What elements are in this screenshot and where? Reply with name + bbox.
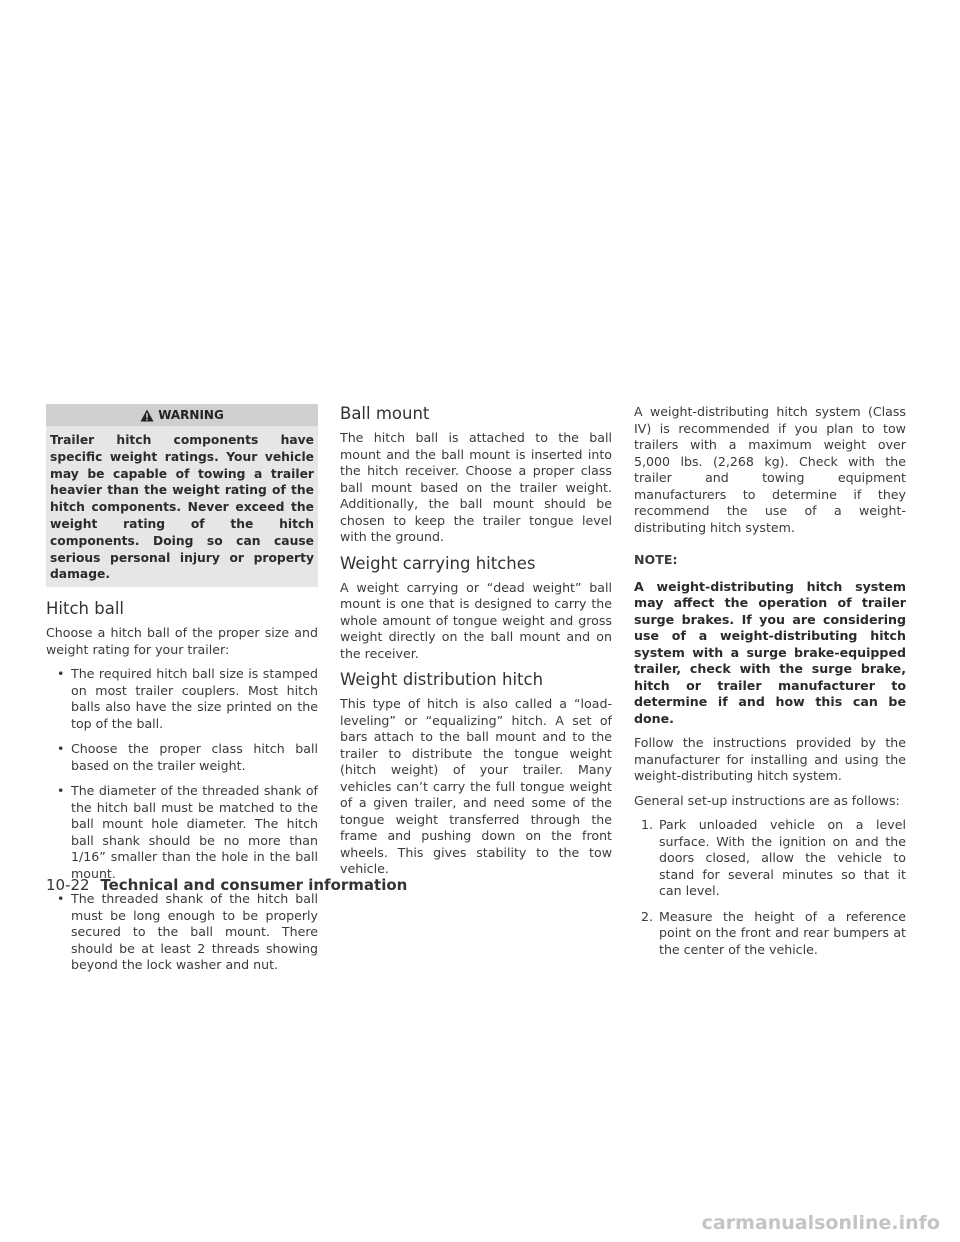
hitch-ball-intro: Choose a hitch ball of the proper size and weight rating for your trailer: [46, 625, 318, 657]
warning-title: WARNING [158, 407, 224, 422]
hitch-ball-heading: Hitch ball [46, 599, 124, 619]
instructions-paragraph: Follow the instructions provided by the manufacturer for installing and using the weight-distributing hitch system. [634, 735, 906, 783]
weight-distribution-text: This type of hitch is also called a “load-leveling” or “equalizing” hitch. A set of bars attach to the ball mount and to the trailer to distribute the tongue weight (hitch weight) of your trailer. Many vehicles can’t carry the full tongue weight of a given trailer, and need some of the tongue weight transferred through the frame and pushing down on the front wheels. This gives stability to the tow vehicle. [340, 696, 612, 876]
weight-carrying-text: A weight carrying or “dead weight” ball mount is one that is designed to carry the whole amount of tongue weight and gross weight directly on the ball mount and on the receiver. [340, 579, 612, 661]
warning-text: Trailer hitch components have specific weight ratings. Your vehicle may be capable of towing a trailer heavier than the weight rating of the hitch components. Never exceed the weight rating of the hitch components. Doing so can cause serious personal injury or property damage. [50, 433, 314, 582]
class-iv-paragraph: A weight-distributing hitch system (Class IV) is recommended if you plan to tow trailers with a maximum weight over 5,000 lbs. (2,268 kg). Check with the trailer and towing equipment manufacturers to determine if they recommend the use of a weight-distributing hitch system. [634, 404, 906, 535]
ball-mount-text: The hitch ball is attached to the ball mount and the ball mount is inserted into the hitch receiver. Choose a proper class ball mount based on the trailer weight. Additionally, the ball mount should be chosen to keep the trailer tongue level with the ground. [340, 430, 612, 544]
watermark: carmanualsonline.info [701, 1212, 940, 1234]
step-number: 2. [641, 908, 654, 924]
list-item [634, 817, 906, 900]
hitch-ball-list [46, 666, 318, 974]
weight-carrying-heading: Weight carrying hitches [340, 553, 536, 573]
ball-mount-heading: Ball mount [340, 404, 430, 423]
column-3 [634, 404, 906, 967]
list-item: • Choose the proper class hitch ball based on the trailer weight. [46, 741, 318, 774]
setup-intro: General set-up instructions are as follows: [634, 792, 900, 808]
note-label: NOTE: [634, 552, 678, 567]
page-number: 10-22 [46, 876, 90, 894]
note-text: A weight-distributing hitch system may affect the operation of trailer surge brakes. If you are considering use of a weight-distributing hitch system with a surge brake-equipped trailer, check with the surge brake, hitch or trailer manufacturer to determine if and how this can be done. [634, 578, 906, 726]
warning-triangle-icon [140, 409, 154, 422]
weight-distribution-heading: Weight distribution hitch [340, 670, 544, 689]
step-text: Park unloaded vehicle on a level surface. With the ignition on and the doors closed, allow the vehicle to stand for several minutes so that it can level. [659, 817, 906, 898]
step-text: Measure the height of a reference point on the front and rear bumpers at the center of the vehicle. [659, 908, 906, 957]
column-2 [340, 404, 612, 886]
warning-header [46, 404, 318, 426]
list-item: • The required hitch ball size is stamped on most trailer couplers. Most hitch balls also have the size printed on the top of the ball. [46, 666, 318, 732]
section-title: Technical and consumer information [100, 876, 408, 894]
step-number: 1. [641, 817, 654, 832]
list-item: • The diameter of the threaded shank of the hitch ball must be matched to the ball mount hole diameter. The hitch ball shank should be no more than 1/16” smaller than the hole in the ball mount. [46, 783, 318, 882]
page-footer [46, 876, 407, 894]
warning-box [46, 404, 318, 587]
list-item: • The threaded shank of the hitch ball must be long enough to be properly secured to the ball mount. There should be at least 2 threads showing beyond the lock washer and nut. [46, 891, 318, 974]
setup-steps [634, 817, 906, 958]
list-item [634, 909, 906, 959]
column-1 [46, 404, 318, 983]
